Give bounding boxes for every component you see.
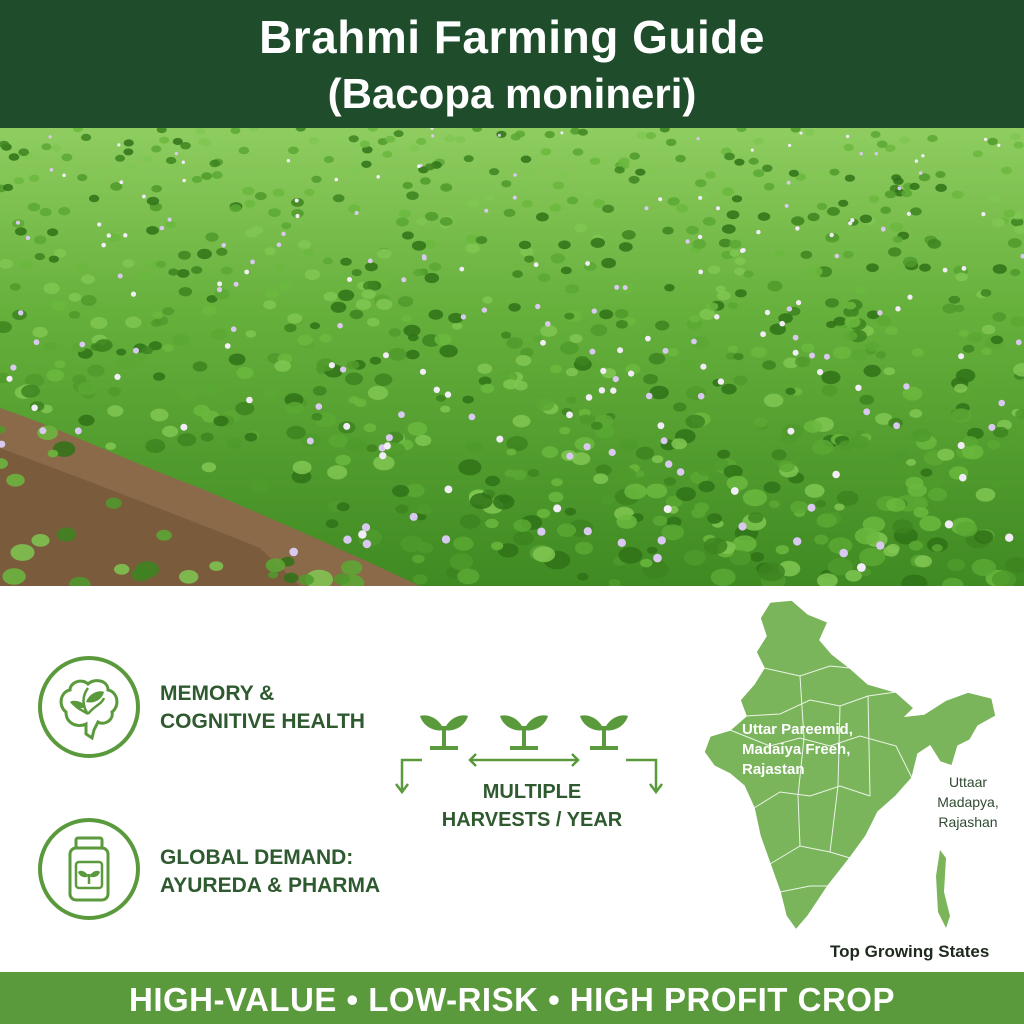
- field-illustration: [0, 128, 1024, 586]
- map-state-labels: [742, 720, 853, 780]
- demand-line-1: GLOBAL DEMAND:: [160, 846, 354, 869]
- page-subtitle: (Bacopa monineri): [327, 70, 697, 117]
- memory-line-1: MEMORY &: [160, 682, 275, 705]
- brahmi-field-photo: [0, 128, 1024, 586]
- side-label-line-1: Uttaar: [948, 774, 988, 790]
- map-side-labels: [928, 772, 1008, 832]
- map-caption: Top Growing States: [830, 942, 990, 961]
- header-banner: [0, 0, 1024, 128]
- medicine-jar-icon: [38, 818, 140, 920]
- harvest-feature-label: [412, 778, 652, 834]
- side-label-line-2: Madapya,: [937, 794, 999, 810]
- memory-line-2: COGNITIVE HEALTH: [160, 710, 365, 733]
- harvest-line-1: MULTIPLE: [482, 781, 582, 803]
- map-label-line-1: Uttar Pareemid,: [742, 721, 853, 738]
- brain-leaf-icon: [38, 656, 140, 758]
- side-label-line-3: Rajashan: [938, 814, 998, 830]
- footer-tagline: HIGH-VALUE • LOW-RISK • HIGH PROFIT CROP: [0, 972, 1024, 1024]
- map-label-line-3: Rajastan: [742, 761, 805, 778]
- memory-feature-label: [160, 680, 365, 736]
- harvest-line-2: HARVESTS / YEAR: [441, 809, 623, 831]
- page-title: Brahmi Farming Guide: [259, 11, 765, 63]
- demand-line-2: AYUREDA & PHARMA: [160, 874, 381, 897]
- map-label-line-2: Madaiya Freeh,: [742, 741, 851, 758]
- demand-feature-label: [160, 844, 380, 900]
- info-panel: [0, 586, 1024, 972]
